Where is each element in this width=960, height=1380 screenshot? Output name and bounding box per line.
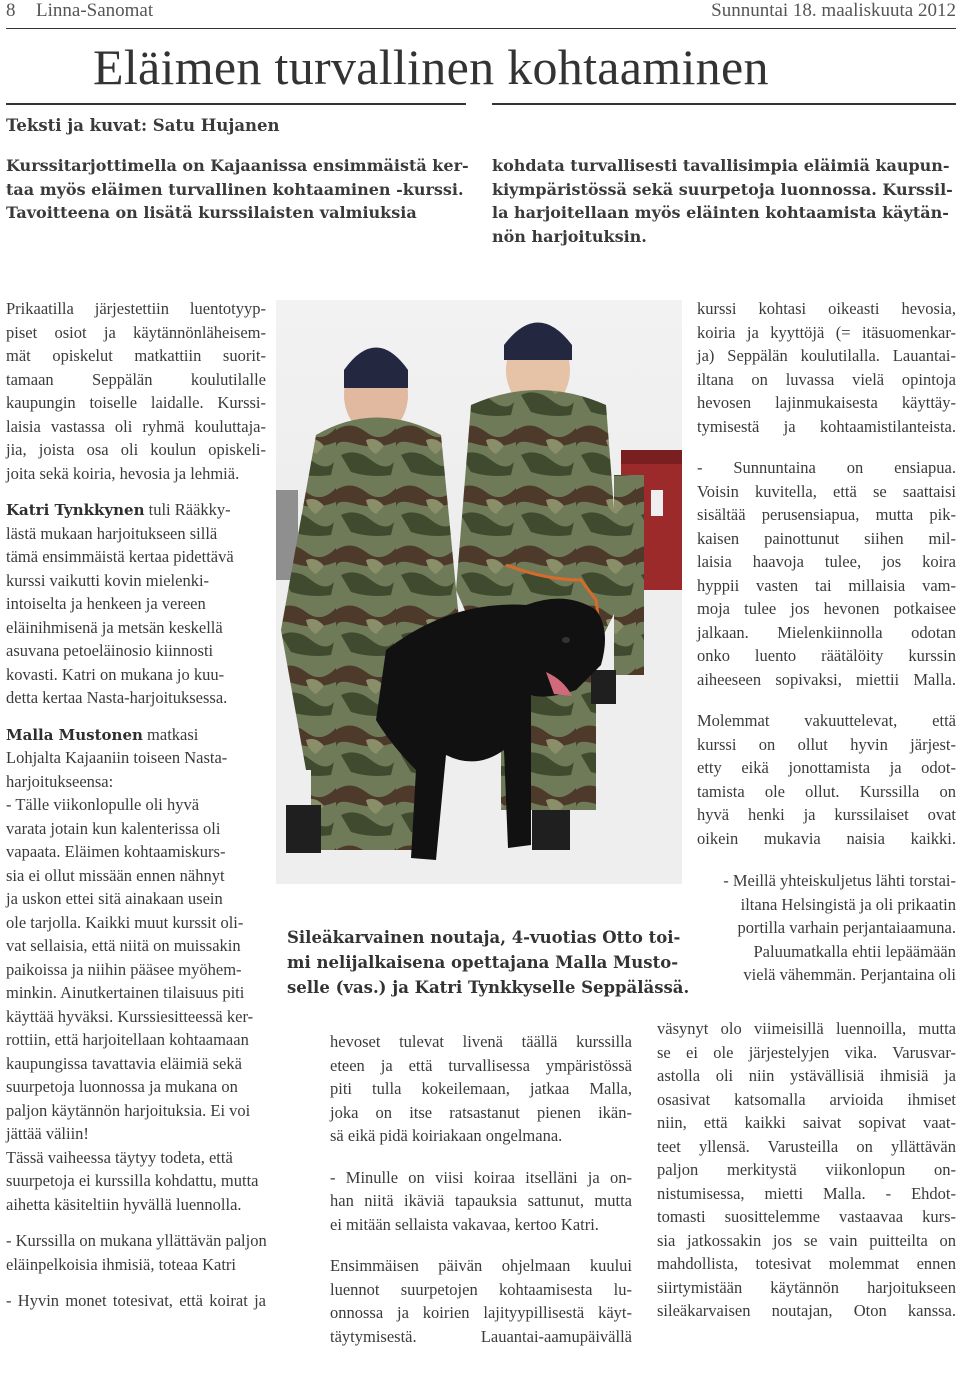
text-line: eläinpelkoisia ihmisiä, toteaa Katri [6,1254,237,1274]
col2-paragraph-3 [330,1254,632,1348]
text-line: lästä mukaan harjoitukseen sillä [6,523,218,543]
text-line: jättää väliin! [6,1124,89,1143]
text-line: suurpetoja ei kurssilla kohdattu, mutta [6,1171,259,1190]
text-line: hevoset tulevat livenä täällä kurssilla [330,1032,632,1051]
text-line: han niitä ikäviä tapauksia sattunut, mutta [330,1191,632,1210]
text-line: suurpetoja luonnossa ja mukana on [6,1077,238,1096]
text-line: vat sellaisia, että niitä on muissakin [6,936,241,955]
text-line: vapaata. Eläimen kohtaamiskurs- [6,842,226,861]
text-line: osasivat katsomalla arvioida ihmiset [657,1089,956,1109]
text-line: nistumisessa, mietti Malla. - Ehdot- [657,1183,956,1203]
col1-paragraph-1 [6,297,266,485]
text-line: onnossa ja koirien lajityypillisestä käyt- [330,1303,632,1322]
text-line: - Tälle viikonlopulle oli hyvä [6,795,200,814]
byline: Teksti ja kuvat: Satu Hujanen [6,116,280,135]
text-line: paljon käytännön harjoituksia. Ei voi [6,1100,251,1120]
text-line: varata jotain kun kalenterissa oli [6,818,221,838]
text-line: iltana Helsingistä ja oli prikaatin [740,894,956,914]
text-line: - Kurssilla on mukana yllättävän paljon [6,1231,267,1250]
title-rule-right [492,103,956,105]
text-line: portilla varhain perjantaiaamuna. [737,918,956,937]
text-line: Tässä vaiheessa täytyy todeta, että [6,1147,233,1167]
text-line: laisia haavoja tulee, jos koira [697,552,956,571]
text-line: sia ei ollut missään ennen nähnyt [6,865,225,885]
text-line: - Minulle on viisi koiraa itselläni ja on- [330,1167,632,1187]
text-line: kiympäristössä sekä suurpetoja luonnossa. Kurssil- [492,179,953,199]
text-line: sia jatkossakin jos se vain puitteilta on [657,1230,956,1250]
col1-p3-first: matkasi [142,724,199,744]
text-line: ja) Seppälän koulutilalla. Lauantai- [697,346,956,365]
text-line: Ensimmäisen päivän ohjelmaan kuului [330,1256,632,1275]
text-line: rottiin, että harjoitellaan kohtaamaan [6,1030,249,1049]
text-line: joka on itse ratsastanut pienen ikän- [330,1102,632,1122]
text-line: sileäkarvaisen noutajan, Oton kanssa. [657,1301,956,1320]
text-line: tymisestä ja kohtaamistilanteista. [697,416,956,436]
text-line: koiria ja kyyttöjä (= itäsuomenkar- [697,322,956,342]
text-line: paljon merkitystä viikonlopun on- [657,1160,956,1179]
text-line: laisia vastassa oli ryhmä kouluttaja- [6,416,266,436]
text-line: kurssi vaikutti kovin mielenki- [6,570,210,590]
text-line: hevosen lajinmukaisesta käyttäy- [697,393,956,412]
text-line: astolla oli niin ystävällisiä ihmisiä ja [657,1066,956,1085]
column-2 [330,1030,632,1348]
text-line: intoiselta ja henkeen ja vereen [6,594,206,613]
text-line: mät opiskelut matkattiin suorit- [6,346,266,365]
text-line: tamista ole ollut. Kurssilla on [697,781,956,801]
column-3-wide [657,1017,956,1323]
lead-right [492,154,958,249]
text-line: se ei ole järjestelyjen vika. Varusvar- [657,1042,956,1062]
text-line: moja tulee jos hevonen potkaisee [697,599,956,618]
text-line: siirtymistään käytännön harjoitukseen [657,1277,956,1297]
col1-paragraph-4 [6,1229,266,1276]
text-line: taa myös eläimen turvallinen kohtaaminen -kurssi. [6,179,464,199]
col1-paragraph-3 [6,723,266,1217]
text-line: asuvana petoeläinosio kiinnosti [6,641,214,660]
photo-caption [287,925,689,1000]
text-line: väsynyt olo viimeisillä luennoilla, mutta [657,1019,956,1038]
text-line: mahdollista, totesivat molemmat ennen [657,1254,956,1273]
text-line: - Hyvin monet totesivat, että koirat ja [6,1291,266,1310]
text-line: hyppii vasten tai millaisia vam- [697,575,956,595]
text-line: piti tulla kokeilemaan, jatkaa Malla, [330,1079,632,1098]
text-line: oikein mukavia naisia kaikki. [697,828,956,848]
text-line: ole tarjolla. Kaikki muut kurssit oli- [6,912,244,932]
text-line: la harjoitellaan myös eläinten kohtaamista käytän- [492,203,949,223]
lead-left [6,154,468,225]
text-line: jia, joista osa oli koulun opiskeli- [6,440,266,459]
photo-illustration [276,300,682,884]
text-line: kovasti. Katri on mukana jo kuu- [6,664,225,684]
text-line: piset osiot ja käytännönläheisem- [6,322,266,342]
text-line: kurssi on ollut hyvin järjest- [697,734,956,754]
col3-paragraph-4 [697,869,956,987]
newspaper-name: Linna-Sanomat [36,0,154,21]
text-line: mi nelijalkaisena opettajana Malla Musto- [287,953,679,972]
article-photo [276,300,682,884]
text-line: niin, että kaikki saivat sopivat vaat- [657,1113,956,1132]
text-line: Paluumatkalla ehtii lepäämään [753,941,956,961]
col2-paragraph-2 [330,1166,632,1237]
col3-paragraph-1 [697,297,956,438]
text-line: Sileäkarvainen noutaja, 4-vuotias Otto toi- [287,928,681,947]
text-line: selle (vas.) ja Katri Tynkkyselle Seppälässä. [287,978,690,997]
text-line: eteen ja että turvallisessa ympäristössä [330,1055,632,1075]
header-rule [6,28,956,29]
text-line: luennot suurpetojen kohtaamisesta lu- [330,1279,632,1299]
text-line: harjoitukseensa: [6,771,114,791]
text-line: Lohjalta Kajaaniin toiseen Nasta- [6,748,228,767]
text-line: detta kertaa Nasta-harjoituksessa. [6,688,228,707]
text-line: sisältää perusensiapua, mutta pik- [697,505,956,524]
text-line: kaisen painottunut siihen mil- [697,528,956,548]
col1-p2-first: tuli Rääkky- [144,500,231,519]
text-line: paikoissa ja niihin pääsee myöhem- [6,959,242,979]
text-line: Tavoitteena on lisätä kurssilaisten valmiuksia [6,203,417,223]
text-line: eläinihmisenä ja metsän keskellä [6,617,223,637]
person-name-katri: Katri Tynkkynen [6,501,145,519]
col1-paragraph-5 [6,1289,266,1313]
text-line: ei mitään sellaista vakavaa, kertoo Katri. [330,1214,599,1234]
article-title: Eläimen turvallinen kohtaaminen [93,39,769,95]
person-name-malla: Malla Mustonen [6,725,143,744]
text-line: jalkaan. Mielenkiinnolla odotan [697,622,956,642]
text-line: kaupungissa tavattavia eläimiä sekä [6,1053,242,1073]
column-3 [697,297,956,987]
col3-paragraph-3 [697,709,956,850]
page-header [6,0,956,24]
text-line: etty eikä jonottamista ja odot- [697,758,956,777]
text-line: vielä vähemmän. Perjantaina oli [743,965,956,984]
text-line: tämä ensimmäistä kertaa pidettävä [6,547,234,566]
text-line: ja uskon ettei sitä ainakaan usein [6,889,223,908]
issue-date: Sunnuntai 18. maaliskuuta 2012 [711,0,956,21]
text-line: Voisin kuvitella, että se saattaisi [697,481,956,501]
text-line: joita sekä koiria, hevosia ja lehmiä. [6,463,240,483]
text-line: tamaan Seppälän koulutilalle [6,369,266,389]
col1-paragraph-2 [6,498,266,710]
text-line: - Meillä yhteiskuljetus lähti torstai- [723,871,956,890]
text-line: tomasti suosittelemme vastaavaa kurs- [657,1207,956,1226]
column-1 [6,297,266,1313]
text-line: nön harjoituksin. [492,227,647,247]
text-line: onko luento räätälöity kurssin [697,646,956,665]
text-line: - Sunnuntaina on ensiapua. [697,458,956,477]
title-rule-left [6,103,466,105]
text-line: Prikaatilla järjestettiin luentotyyp- [6,299,266,318]
col3-paragraph-5 [657,1017,956,1323]
text-line: täytymisestä. Lauantai-aamupäivällä [330,1326,632,1346]
text-line: aihetta käsiteltiin hyvällä luennolla. [6,1194,242,1214]
text-line: kurssi kohtasi oikeasti hevosia, [697,299,956,318]
col3-paragraph-2 [697,456,956,691]
page-number: 8 [6,0,16,21]
text-line: kaupungin toiselle laidalle. Kurssi- [6,393,266,412]
text-line: sä eikä pidä koiriakaan ongelmana. [330,1126,563,1145]
text-line: Kurssitarjottimella on Kajaanissa ensimmäistä ker- [6,156,469,175]
text-line: minkin. Ainutkertainen tilaisuus piti [6,983,245,1002]
text-line: teet yllensä. Varusteilla on yllättävän [657,1136,956,1156]
text-line: kohdata turvallisesti tavallisimpia eläimiä kaupun- [492,156,950,175]
text-line: hyvä henki ja kurssilaiset ovat [697,805,956,824]
text-line: käyttää hyväksi. Kurssiesitteessä ker- [6,1006,254,1026]
col2-paragraph-1 [330,1030,632,1148]
text-line: Molemmat vakuuttelevat, että [697,711,956,730]
text-line: iltana on luvassa vielä opintoja [697,369,956,389]
text-line: aiheeseen sopivaksi, miettii Malla. [697,669,956,689]
